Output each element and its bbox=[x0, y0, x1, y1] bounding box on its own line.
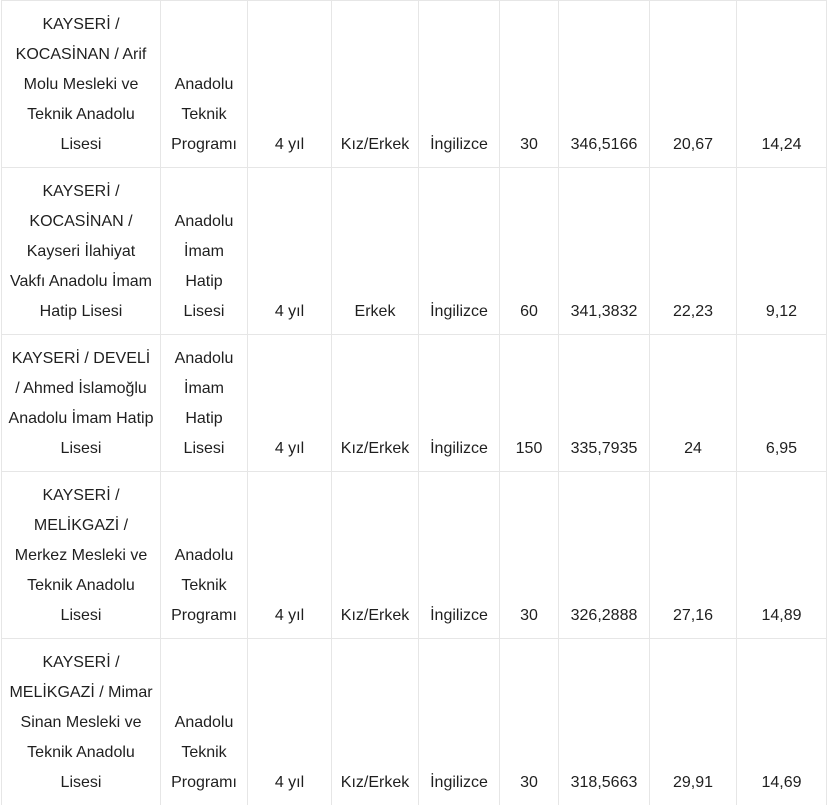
school-name-cell: KAYSERİ / DEVELİ / Ahmed İslamoğlu Anadolu İmam Hatip Lisesi bbox=[2, 335, 161, 472]
gender-cell: Kız/Erkek bbox=[332, 1, 419, 168]
duration-cell: 4 yıl bbox=[248, 1, 332, 168]
quota-cell: 150 bbox=[500, 335, 559, 472]
table-row bbox=[2, 335, 827, 472]
gender-cell: Kız/Erkek bbox=[332, 472, 419, 639]
gender-cell: Erkek bbox=[332, 168, 419, 335]
quota-cell: 30 bbox=[500, 639, 559, 805]
score-cell: 346,5166 bbox=[559, 1, 650, 168]
score-cell: 341,3832 bbox=[559, 168, 650, 335]
last-value-cell: 9,12 bbox=[737, 168, 827, 335]
school-name-cell: KAYSERİ / MELİKGAZİ / Merkez Mesleki ve Teknik Anadolu Lisesi bbox=[2, 472, 161, 639]
language-cell: İngilizce bbox=[419, 168, 500, 335]
program-type-cell: Anadolu İmam Hatip Lisesi bbox=[161, 168, 248, 335]
gender-cell: Kız/Erkek bbox=[332, 335, 419, 472]
program-type-cell: Anadolu İmam Hatip Lisesi bbox=[161, 335, 248, 472]
last-value-cell: 14,69 bbox=[737, 639, 827, 805]
score-cell: 318,5663 bbox=[559, 639, 650, 805]
table-row bbox=[2, 168, 827, 335]
quota-cell: 60 bbox=[500, 168, 559, 335]
language-cell: İngilizce bbox=[419, 472, 500, 639]
score-cell: 335,7935 bbox=[559, 335, 650, 472]
duration-cell: 4 yıl bbox=[248, 639, 332, 805]
percentile-cell: 29,91 bbox=[650, 639, 737, 805]
last-value-cell: 14,24 bbox=[737, 1, 827, 168]
school-name-cell: KAYSERİ / MELİKGAZİ / Mimar Sinan Mesleki ve Teknik Anadolu Lisesi bbox=[2, 639, 161, 805]
program-type-cell: Anadolu Teknik Programı bbox=[161, 639, 248, 805]
percentile-cell: 27,16 bbox=[650, 472, 737, 639]
school-name-cell: KAYSERİ / KOCASİNAN / Arif Molu Mesleki ve Teknik Anadolu Lisesi bbox=[2, 1, 161, 168]
percentile-cell: 20,67 bbox=[650, 1, 737, 168]
quota-cell: 30 bbox=[500, 1, 559, 168]
school-table bbox=[1, 0, 827, 805]
quota-cell: 30 bbox=[500, 472, 559, 639]
program-type-cell: Anadolu Teknik Programı bbox=[161, 472, 248, 639]
gender-cell: Kız/Erkek bbox=[332, 639, 419, 805]
duration-cell: 4 yıl bbox=[248, 335, 332, 472]
program-type-cell: Anadolu Teknik Programı bbox=[161, 1, 248, 168]
last-value-cell: 6,95 bbox=[737, 335, 827, 472]
percentile-cell: 22,23 bbox=[650, 168, 737, 335]
language-cell: İngilizce bbox=[419, 335, 500, 472]
percentile-cell: 24 bbox=[650, 335, 737, 472]
score-cell: 326,2888 bbox=[559, 472, 650, 639]
table-row bbox=[2, 639, 827, 805]
table-row bbox=[2, 472, 827, 639]
school-name-cell: KAYSERİ / KOCASİNAN / Kayseri İlahiyat Vakfı Anadolu İmam Hatip Lisesi bbox=[2, 168, 161, 335]
last-value-cell: 14,89 bbox=[737, 472, 827, 639]
language-cell: İngilizce bbox=[419, 639, 500, 805]
duration-cell: 4 yıl bbox=[248, 168, 332, 335]
duration-cell: 4 yıl bbox=[248, 472, 332, 639]
table-row bbox=[2, 1, 827, 168]
language-cell: İngilizce bbox=[419, 1, 500, 168]
